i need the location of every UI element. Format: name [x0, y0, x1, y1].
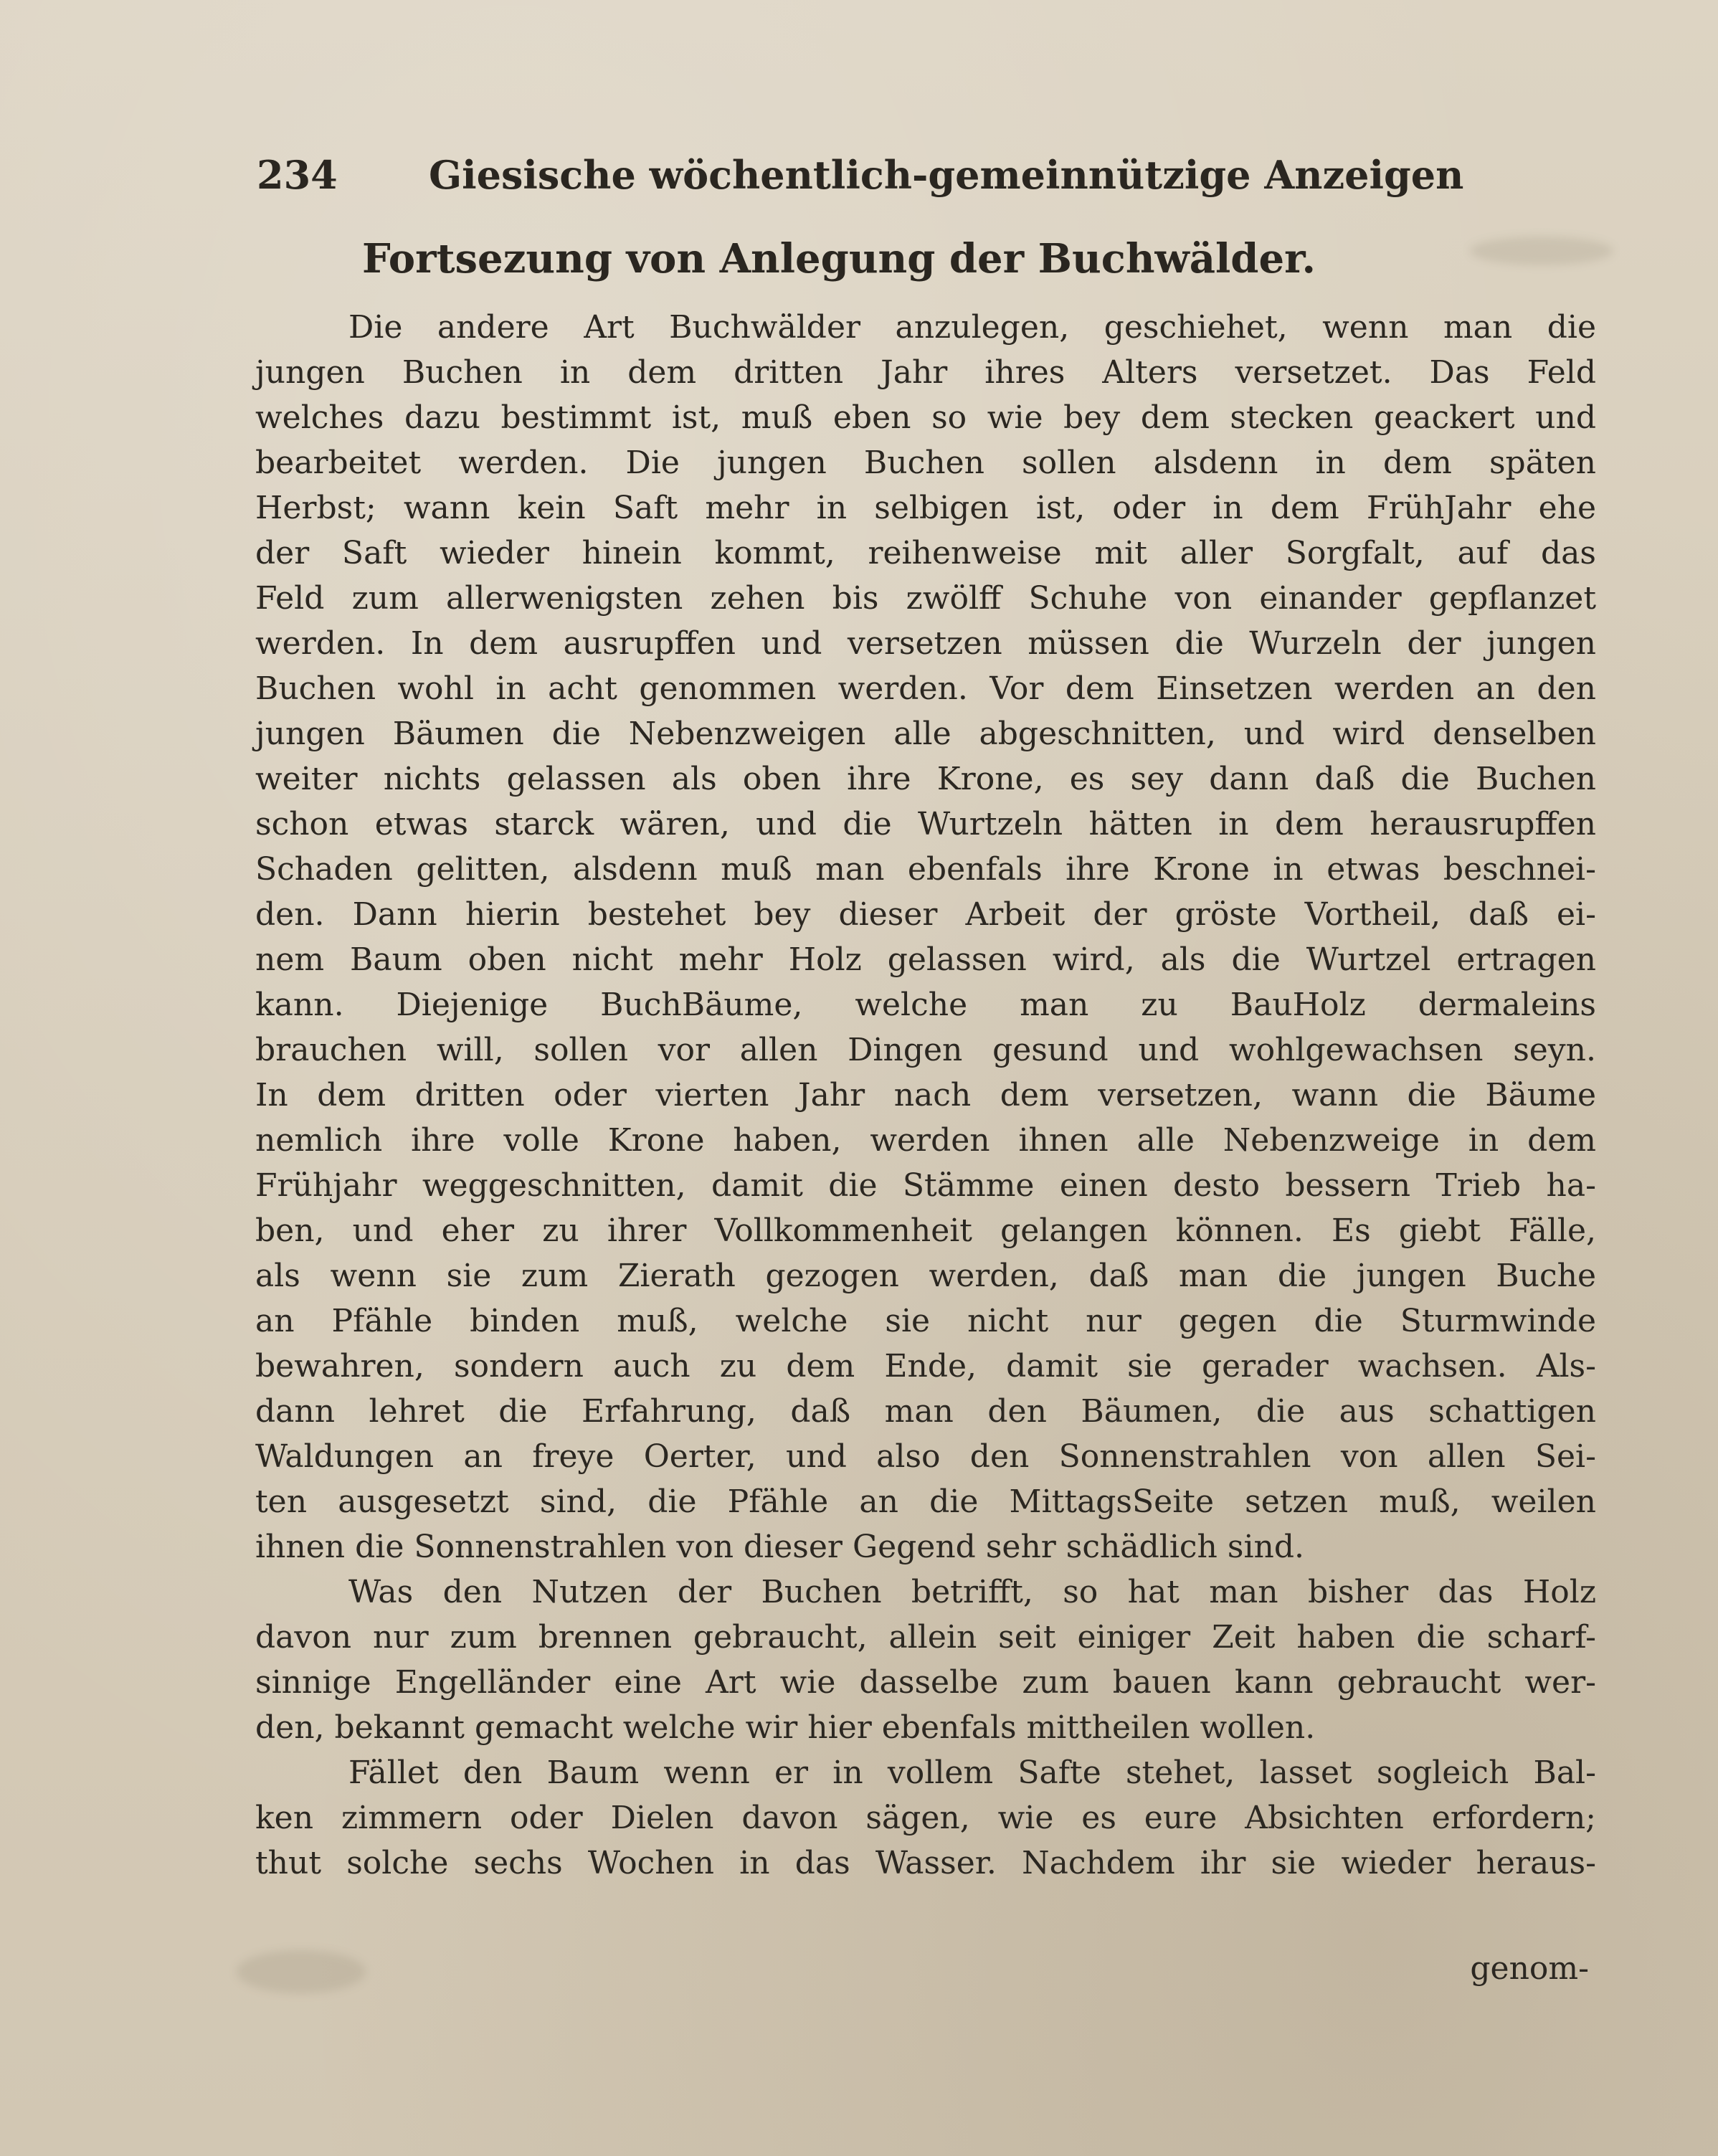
text-line: Buchen wohl in acht genommen werden. Vor dem Einsetzen werden an den: [255, 670, 1596, 707]
catchword: genom-: [1470, 1950, 1589, 1987]
text-line: an Pfähle binden muß, welche sie nicht nur gegen die Sturmwinde: [255, 1303, 1596, 1339]
text-line: Waldungen an freye Oerter, und also den Sonnenstrahlen von allen Sei-: [255, 1438, 1596, 1475]
text-line: Die andere Art Buchwälder anzulegen, geschiehet, wenn man die: [348, 309, 1596, 346]
text-line: ihnen die Sonnenstrahlen von dieser Gegend sehr schädlich sind.: [255, 1529, 1305, 1565]
paragraph-2: [255, 1569, 1596, 1750]
text-line: dann lehret die Erfahrung, daß man den Bäumen, die aus schattigen: [255, 1393, 1596, 1430]
paper-stain: [1470, 237, 1613, 265]
paper-stain: [237, 1950, 366, 1993]
text-line: werden. In dem ausrupffen und versetzen müssen die Wurzeln der jungen: [255, 625, 1596, 662]
text-line: brauchen will, sollen vor allen Dingen gesund und wohlgewachsen seyn.: [255, 1032, 1596, 1068]
text-line: schon etwas starck wären, und die Wurtzeln hätten in dem herausrupffen: [255, 806, 1596, 842]
text-line: Frühjahr weggeschnitten, damit die Stämme einen desto bessern Trieb ha-: [255, 1167, 1596, 1204]
text-line: thut solche sechs Wochen in das Wasser. Nachdem ihr sie wieder heraus-: [255, 1845, 1596, 1881]
paragraph-3: [255, 1750, 1596, 1886]
text-line: nem Baum oben nicht mehr Holz gelassen wird, als die Wurtzel ertragen: [255, 941, 1596, 978]
text-line: als wenn sie zum Zierath gezogen werden, daß man die jungen Buche: [255, 1258, 1596, 1294]
text-line: bearbeitet werden. Die jungen Buchen sollen alsdenn in dem späten: [255, 445, 1596, 481]
text-line: welches dazu bestimmt ist, muß eben so wie bey dem stecken geackert und: [255, 399, 1596, 436]
text-line: ben, und eher zu ihrer Vollkommenheit gelangen können. Es giebt Fälle,: [255, 1212, 1596, 1249]
text-line: Feld zum allerwenigsten zehen bis zwölff Schuhe von einander gepflanzet: [255, 580, 1596, 617]
text-line: ten ausgesetzt sind, die Pfähle an die MittagsSeite setzen muß, weilen: [255, 1483, 1596, 1520]
running-head: Giesische wöchentlich-gemeinnützige Anzeigen: [429, 152, 1464, 198]
text-line: bewahren, sondern auch zu dem Ende, damit sie gerader wachsen. Als-: [255, 1348, 1596, 1385]
text-line: sinnige Engelländer eine Art wie dasselbe zum bauen kann gebraucht wer-: [255, 1664, 1596, 1701]
text-line: jungen Bäumen die Nebenzweigen alle abgeschnitten, und wird denselben: [255, 716, 1596, 752]
text-line: weiter nichts gelassen als oben ihre Krone, es sey dann daß die Buchen: [255, 761, 1596, 797]
text-line: Herbst; wann kein Saft mehr in selbigen ist, oder in dem FrühJahr ehe: [255, 490, 1596, 526]
text-line: nemlich ihre volle Krone haben, werden ihnen alle Nebenzweige in dem: [255, 1122, 1596, 1159]
text-line: den, bekannt gemacht welche wir hier ebenfals mittheilen wollen.: [255, 1709, 1316, 1746]
text-line: der Saft wieder hinein kommt, reihenweise mit aller Sorgfalt, auf das: [255, 535, 1596, 571]
paragraph-1: [255, 305, 1596, 1569]
text-line: den. Dann hierin bestehet bey dieser Arbeit der gröste Vortheil, daß ei-: [255, 896, 1596, 933]
text-line: Fället den Baum wenn er in vollem Safte stehet, lasset sogleich Bal-: [348, 1754, 1596, 1791]
text-line: jungen Buchen in dem dritten Jahr ihres Alters versetzet. Das Feld: [255, 354, 1596, 391]
page-header: [257, 152, 1464, 209]
text-line: Schaden gelitten, alsdenn muß man ebenfals ihre Krone in etwas beschnei-: [255, 851, 1596, 888]
page-number: 234: [257, 152, 338, 198]
text-line: davon nur zum brennen gebraucht, allein seit einiger Zeit haben die scharf-: [255, 1619, 1596, 1656]
text-line: ken zimmern oder Dielen davon sägen, wie es eure Absichten erfordern;: [255, 1800, 1596, 1836]
article-title: Fortsezung von Anlegung der Buchwälder.: [362, 235, 1316, 282]
article-body: [255, 305, 1596, 1886]
text-line: In dem dritten oder vierten Jahr nach dem versetzen, wann die Bäume: [255, 1077, 1596, 1113]
text-line: Was den Nutzen der Buchen betrifft, so hat man bisher das Holz: [348, 1574, 1596, 1610]
text-line: kann. Diejenige BuchBäume, welche man zu BauHolz dermaleins: [255, 987, 1596, 1023]
